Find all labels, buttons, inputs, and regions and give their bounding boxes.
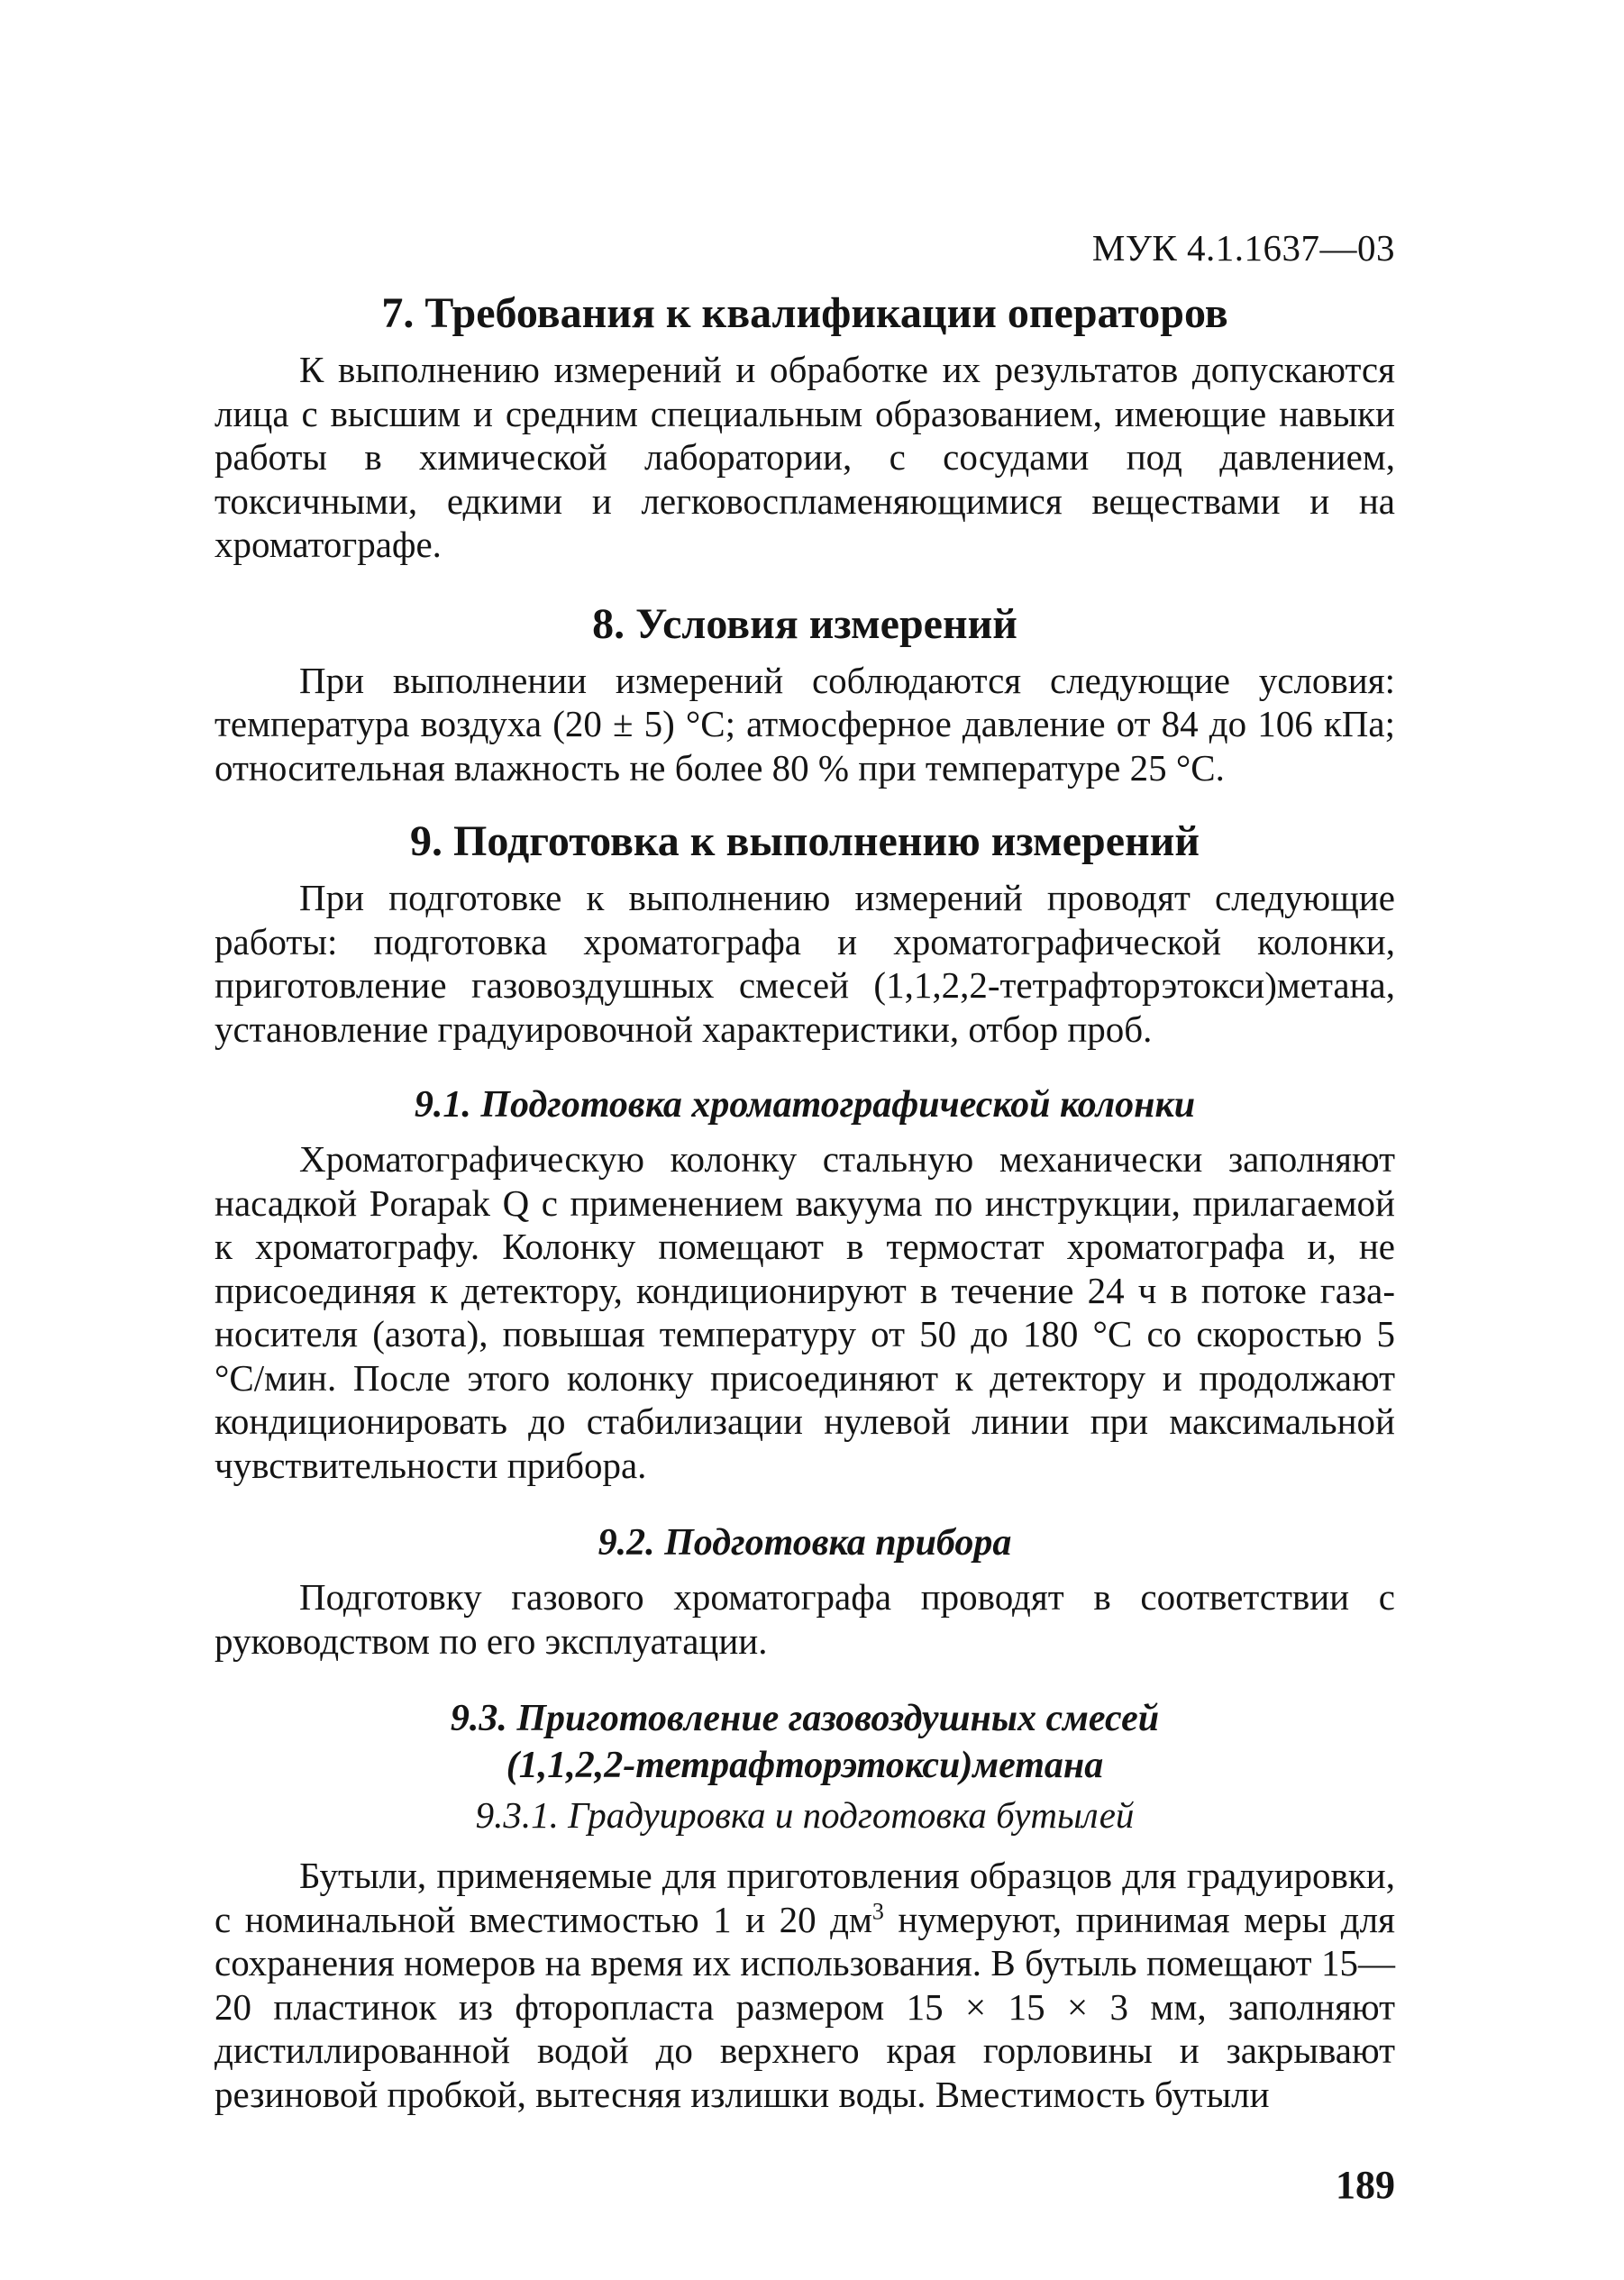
superscript-3: 3 bbox=[871, 1897, 884, 1924]
section-9-text: При подготовке к выполнению измерений проводят следующие работы: подготовка хроматографа и хроматографической колонки, приготовление газовоздушных смесей (1,1,2,2-тетрафторэтокси)метана, установление градуировочной характеристики, отбор проб. bbox=[214, 877, 1395, 1050]
section-9-3-1-text-part2: нумеруют, принимая меры для сохранения номеров на время их использования. В бутыль помещают 15—20 пластинок из фторопласта размером 15 × 15 × 3 мм, заполняют дистиллированной водой до верхнего края горловины и закрывают резиновой пробкой, вытесняя излишки воды. Вместимость бутыли bbox=[214, 1898, 1395, 2115]
section-9-1-title: 9.1. Подготовка хроматографической колонки bbox=[414, 1084, 1196, 1126]
document-code: МУК 4.1.1637—03 bbox=[1091, 227, 1395, 269]
section-9-2-title: 9.2. Подготовка прибора bbox=[598, 1522, 1012, 1564]
section-9-3-title-line1: 9.3. Приготовление газовоздушных смесей bbox=[450, 1698, 1160, 1739]
section-9-3-title bbox=[214, 1695, 1395, 1789]
page-number: 189 bbox=[1336, 2163, 1395, 2207]
document-page bbox=[214, 225, 1395, 2207]
section-7-text: К выполнению измерений и обработке их результатов допускаются лица с высшим и средним специальным образованием, имеющие навыки работы в химической лаборатории, с сосудами под давлением, токсичными, едкими и легковоспламеняющимися веществами и на хроматографе. bbox=[214, 349, 1395, 565]
section-7-title: 7. Требования к квалификации операторов bbox=[381, 289, 1228, 337]
section-9-3-1-text bbox=[214, 1854, 1395, 2116]
section-8-text: При выполнении измерений соблюдаются следующие условия: температура воздуха (20 ± 5) °С; атмосферное давление от 84 до 106 кПа; относительная влажность не более 80 % при температуре 25 °С. bbox=[214, 659, 1395, 789]
section-9-3-title-line2: (1,1,2,2-тетрафторэтокси)метана bbox=[506, 1745, 1104, 1786]
section-9-3-1-subtitle: 9.3.1. Градуировка и подготовка бутылей bbox=[475, 1794, 1135, 1836]
section-9-title: 9. Подготовка к выполнению измерений bbox=[410, 817, 1200, 865]
section-9-1-text: Хроматографическую колонку стальную механически заполняют насадкой Porapak Q с применением вакуума по инструкции, прилагаемой к хроматографу. Колонку помещают в термостат хроматографа и, не присоединяя к детектору, кондиционируют в течение 24 ч в потоке газа-носителя (азота), повышая температуру от 50 до 180 °С со скоростью 5 °С/мин. После этого колонку присоединяют к детектору и продолжают кондиционировать до стабилизации нулевой линии при максимальной чувствительности прибора. bbox=[214, 1138, 1395, 1486]
section-9-2-text: Подготовку газового хроматографа проводят в соответствии с руководством по его эксплуатации. bbox=[214, 1576, 1395, 1662]
section-9-3-1-text-part1: Бутыли, применяемые для приготовления образцов для градуировки, с номинальной вместимостью 1 и 20 дм bbox=[214, 1855, 1395, 1940]
section-8-title: 8. Условия измерений bbox=[592, 599, 1017, 648]
